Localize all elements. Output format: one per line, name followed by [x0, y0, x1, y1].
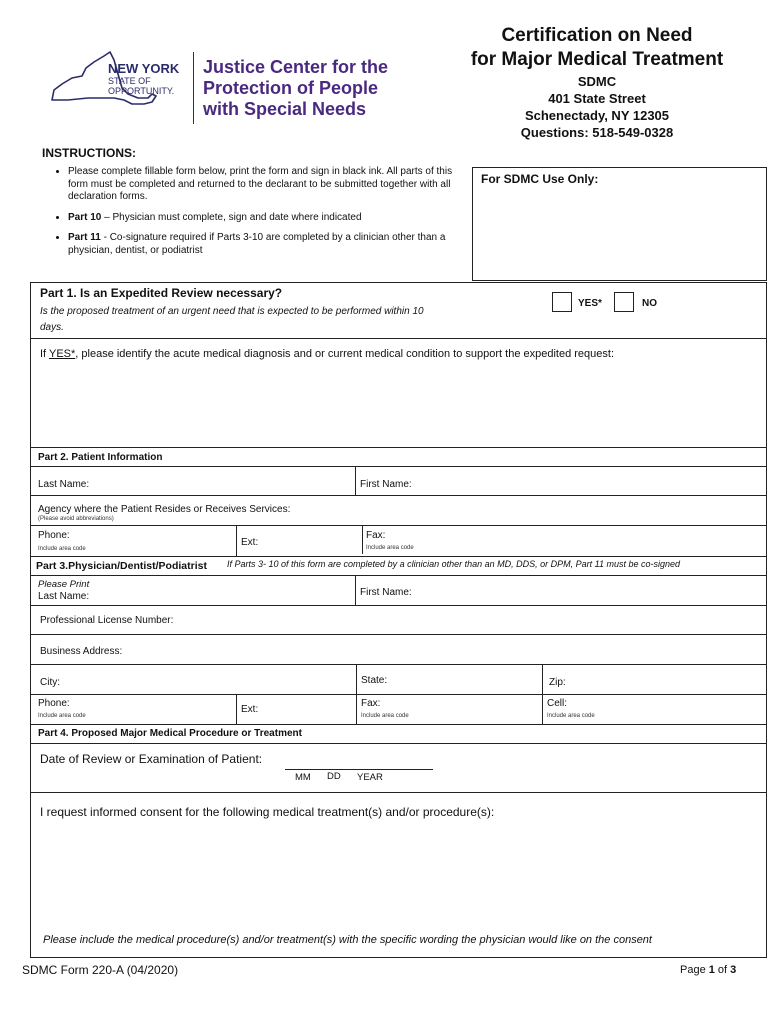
divider: [30, 556, 767, 557]
organization-address: [450, 73, 744, 141]
license-label: Professional License Number:: [40, 615, 174, 626]
patient-first-name-label: First Name:: [360, 479, 412, 490]
patient-ext-input[interactable]: [265, 528, 355, 552]
date-year-label: YEAR: [357, 772, 383, 783]
divider: [30, 664, 767, 665]
zip-label: Zip:: [549, 677, 566, 688]
instruction-text: Please complete fillable form below, print the form and sign in black ink. All parts of this form must be completed and returned to the declarant to be submitted together with all declaration forms.: [68, 166, 453, 202]
divider: [356, 664, 357, 694]
no-label: NO: [642, 298, 657, 309]
divider: [236, 694, 237, 724]
patient-first-name-input[interactable]: [420, 470, 760, 494]
zip-input[interactable]: [575, 668, 760, 692]
divider: [30, 634, 767, 635]
page-word: Page: [680, 964, 709, 976]
business-address-input[interactable]: [130, 638, 760, 662]
license-input[interactable]: [180, 609, 760, 631]
physician-phone-input[interactable]: [80, 697, 230, 719]
instruction-text: - Co-signature required if Parts 3-10 are completed by a clinician other than a physician, dentist, or podiatrist: [68, 232, 446, 256]
form-title-line2: for Major Medical Treatment: [470, 49, 724, 70]
divider: [30, 338, 767, 339]
physician-last-name-input[interactable]: [100, 580, 350, 604]
instruction-text: – Physician must complete, sign and date where indicated: [101, 211, 362, 223]
review-date-input[interactable]: [285, 752, 433, 768]
expedited-reason-input[interactable]: [36, 364, 761, 444]
please-print-label: Please Print: [38, 579, 90, 590]
patient-phone-note: Include area code: [38, 546, 86, 552]
expedited-no-checkbox[interactable]: [614, 292, 634, 312]
divider: [30, 495, 767, 496]
instructions-list: [52, 166, 468, 265]
consent-label: I request informed consent for the following medical treatment(s) and/or procedure(s):: [40, 805, 495, 819]
divider: [30, 792, 767, 793]
page-number: [680, 964, 736, 976]
divider: [30, 724, 767, 725]
if-yes-text: YES*: [48, 348, 76, 360]
divider: [236, 525, 237, 557]
city-label: City:: [40, 677, 60, 688]
if-prefix: If: [40, 348, 49, 360]
agency-note: (Please avoid abbreviations): [38, 516, 114, 522]
physician-fax-note: Include area code: [361, 713, 409, 719]
review-date-label: Date of Review or Examination of Patient:: [40, 752, 263, 766]
date-dd-label: DD: [327, 771, 341, 782]
part3-heading: Part 3.Physician/Dentist/Podiatrist: [36, 560, 207, 572]
physician-last-name-label: Last Name:: [38, 591, 90, 602]
physician-fax-label: Fax:: [361, 698, 381, 709]
patient-last-name-input[interactable]: [100, 470, 350, 494]
city-input[interactable]: [65, 668, 350, 692]
physician-cell-note: Include area code: [547, 713, 595, 719]
divider: [30, 743, 767, 744]
divider: [356, 694, 357, 724]
divider: [355, 575, 356, 605]
logo-state-name: NEW YORK: [108, 61, 180, 76]
logo-divider: [193, 52, 194, 124]
logo-agency-name: Justice Center for the Protection of People with Special Needs: [203, 57, 389, 119]
page-total: 3: [730, 964, 737, 976]
physician-ext-label: Ext:: [241, 704, 259, 715]
business-address-label: Business Address:: [40, 646, 123, 657]
logo-state-tagline: STATE OF OPPORTUNITY.: [108, 76, 175, 96]
divider: [30, 694, 767, 695]
part2-heading: Part 2. Patient Information: [38, 452, 163, 463]
patient-ext-label: Ext:: [241, 537, 259, 548]
instruction-item: [68, 232, 468, 257]
part3-note: If Parts 3- 10 of this form are completed by a clinician other than an MD, DDS, or DPM, Part 11 must be co-signed: [227, 559, 681, 569]
state-input[interactable]: [395, 668, 535, 692]
instruction-part-ref: Part 11: [68, 232, 101, 243]
date-mm-label: MM: [295, 772, 311, 783]
divider: [362, 525, 363, 554]
page-current: 1: [708, 964, 715, 976]
expedited-reason-label: [40, 348, 614, 360]
divider: [355, 466, 356, 495]
state-label: State:: [361, 675, 388, 686]
physician-cell-input[interactable]: [575, 697, 760, 713]
instruction-item: [68, 212, 468, 225]
sdmc-use-only-label: For SDMC Use Only:: [481, 172, 599, 186]
page-of: of: [714, 964, 731, 976]
agency-input[interactable]: [330, 498, 760, 522]
org-city: Schenectady, NY 12305: [524, 108, 670, 123]
instructions-heading: INSTRUCTIONS:: [42, 146, 136, 160]
org-questions-phone: Questions: 518-549-0328: [520, 125, 674, 140]
physician-ext-input[interactable]: [265, 697, 353, 719]
instruction-part-ref: Part 10: [68, 211, 102, 223]
divider: [542, 694, 543, 724]
patient-last-name-label: Last Name:: [38, 479, 90, 490]
divider: [542, 664, 543, 694]
physician-phone-note: Include area code: [38, 713, 86, 719]
expedited-yes-checkbox[interactable]: [552, 292, 572, 312]
physician-fax-input[interactable]: [390, 697, 538, 713]
divider: [30, 605, 767, 606]
part4-heading: Part 4. Proposed Major Medical Procedure or Treatment: [38, 728, 302, 739]
physician-cell-label: Cell:: [547, 698, 568, 709]
divider: [30, 575, 767, 576]
patient-fax-label: Fax:: [366, 530, 386, 541]
part1-heading: Part 1. Is an Expedited Review necessary?: [40, 286, 283, 300]
form-title-line1: Certification on Need: [501, 25, 693, 46]
org-name: SDMC: [577, 74, 617, 89]
sdmc-use-only-box: [472, 167, 767, 281]
form-identifier: SDMC Form 220-A (04/2020): [22, 963, 179, 977]
divider: [30, 466, 767, 467]
agency-label: Agency where the Patient Resides or Receives Services:: [38, 504, 291, 515]
instruction-item: [68, 166, 468, 204]
part1-question: Is the proposed treatment of an urgent need that is expected to be performed within 10 days.: [40, 306, 424, 333]
patient-fax-input[interactable]: [400, 528, 760, 548]
physician-phone-label: Phone:: [38, 698, 70, 709]
if-rest-text: , please identify the acute medical diagnosis and or current medical condition to support the expedited request:: [75, 348, 614, 360]
physician-first-name-label: First Name:: [360, 587, 412, 598]
divider: [30, 447, 767, 448]
patient-phone-label: Phone:: [38, 530, 70, 541]
physician-first-name-input[interactable]: [420, 580, 760, 604]
form-title: [450, 24, 744, 72]
patient-fax-note: Include area code: [366, 545, 414, 551]
patient-phone-input[interactable]: [80, 528, 230, 552]
divider: [30, 525, 767, 526]
review-date-line: [285, 769, 433, 770]
org-street: 401 State Street: [548, 91, 646, 106]
treatment-description-input[interactable]: [36, 823, 761, 928]
yes-label: YES*: [578, 298, 602, 309]
consent-note: Please include the medical procedure(s) and/or treatment(s) with the specific wording the physician would like on the consent: [43, 934, 652, 946]
